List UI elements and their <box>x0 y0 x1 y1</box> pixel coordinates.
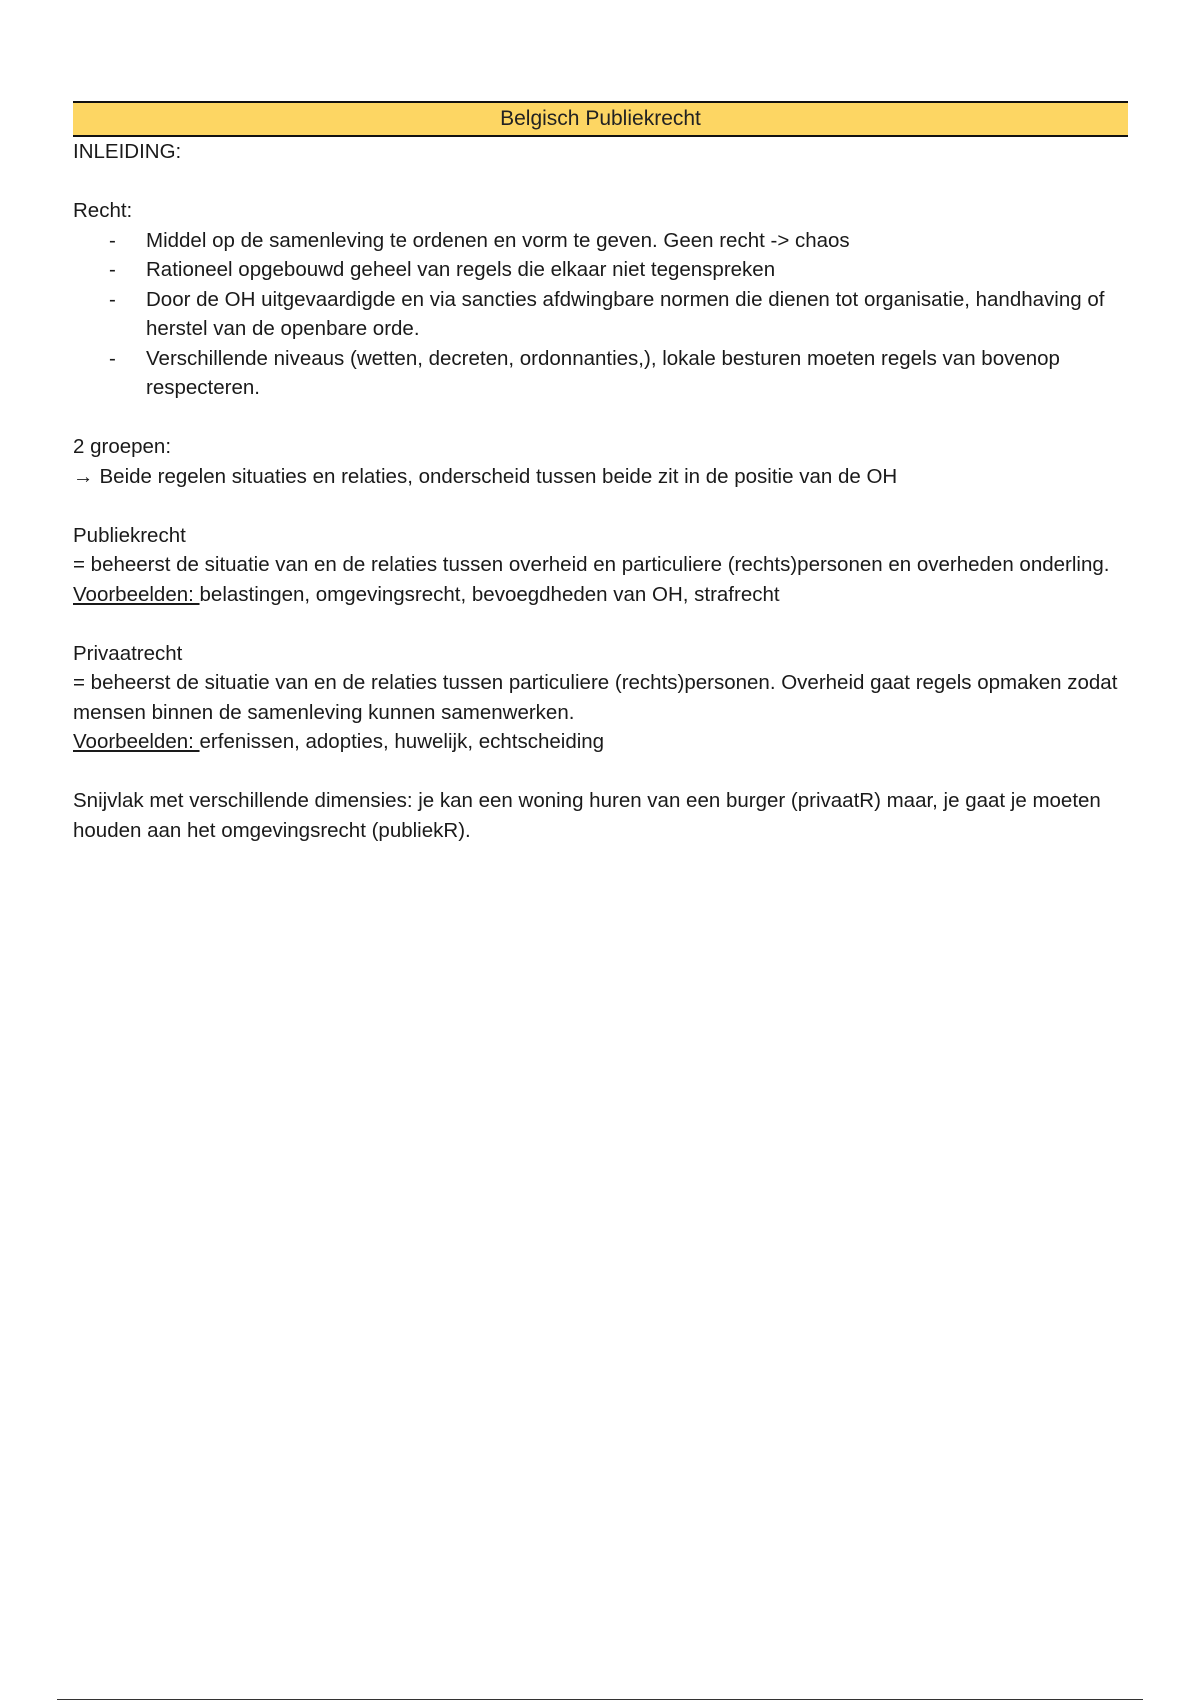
privaatrecht-examples <box>73 727 1128 757</box>
intro-heading: INLEIDING: <box>73 140 182 163</box>
spacer <box>73 757 1128 787</box>
bullet-text: Verschillende niveaus (wetten, decreten, ordonnanties,), lokale besturen moeten regels van bovenop respecteren. <box>146 346 1060 399</box>
bullet-text: Middel op de samenleving te ordenen en vorm te geven. Geen recht -> chaos <box>146 228 850 252</box>
spacer <box>73 167 1128 197</box>
groepen-line <box>73 462 1128 492</box>
right-arrow-icon: → <box>73 464 94 488</box>
publiekrecht-definition: = beheerst de situatie van en de relaties tussen overheid en particuliere (rechts)personen en overheden onderling. <box>73 553 1110 576</box>
bullet-dash: - <box>109 287 116 311</box>
spacer <box>73 609 1128 639</box>
groepen-text: Beide regelen situaties en relaties, onderscheid tussen beide zit in de positie van de OH <box>99 464 898 488</box>
bullet-dash: - <box>109 346 116 370</box>
list-item <box>73 285 1128 344</box>
bullet-dash: - <box>109 258 116 281</box>
privaatrecht-heading: Privaatrecht <box>73 641 183 665</box>
bullet-text: Rationeel opgebouwd geheel van regels die elkaar niet tegenspreken <box>146 258 776 281</box>
publiekrecht-examples <box>73 580 1128 610</box>
bullet-dash: - <box>109 228 116 252</box>
bullet-text: Door de OH uitgevaardigde en via sancties afdwingbare normen die dienen tot organisatie, handhaving of herstel van de openbare orde. <box>146 287 1105 340</box>
snijvlak-paragraph: Snijvlak met verschillende dimensies: je kan een woning huren van een burger (privaatR) maar, je gaat je moeten houden aan het omgevingsrecht (publiekR). <box>73 789 1101 842</box>
recht-heading: Recht: <box>73 199 133 222</box>
list-item <box>73 255 1128 285</box>
spacer <box>73 491 1128 521</box>
document-title-bar <box>73 101 1128 137</box>
document-page <box>73 101 1128 845</box>
privaatrecht-definition: = beheerst de situatie van en de relaties tussen particuliere (rechts)personen. Overheid gaat regels opmaken zodat mensen binnen de samenleving kunnen samenwerken. <box>73 671 1118 724</box>
document-title: Belgisch Publiekrecht <box>500 107 701 130</box>
groepen-heading: 2 groepen: <box>73 435 172 458</box>
list-item <box>73 226 1128 256</box>
examples-label: Voorbeelden: <box>73 730 200 753</box>
examples-text: erfenissen, adopties, huwelijk, echtscheiding <box>199 730 605 753</box>
examples-label: Voorbeelden: <box>73 582 200 606</box>
recht-bullet-list <box>73 226 1128 403</box>
examples-text: belastingen, omgevingsrecht, bevoegdheden van OH, strafrecht <box>199 582 780 606</box>
spacer <box>73 403 1128 433</box>
publiekrecht-heading: Publiekrecht <box>73 523 186 547</box>
list-item <box>73 344 1128 403</box>
